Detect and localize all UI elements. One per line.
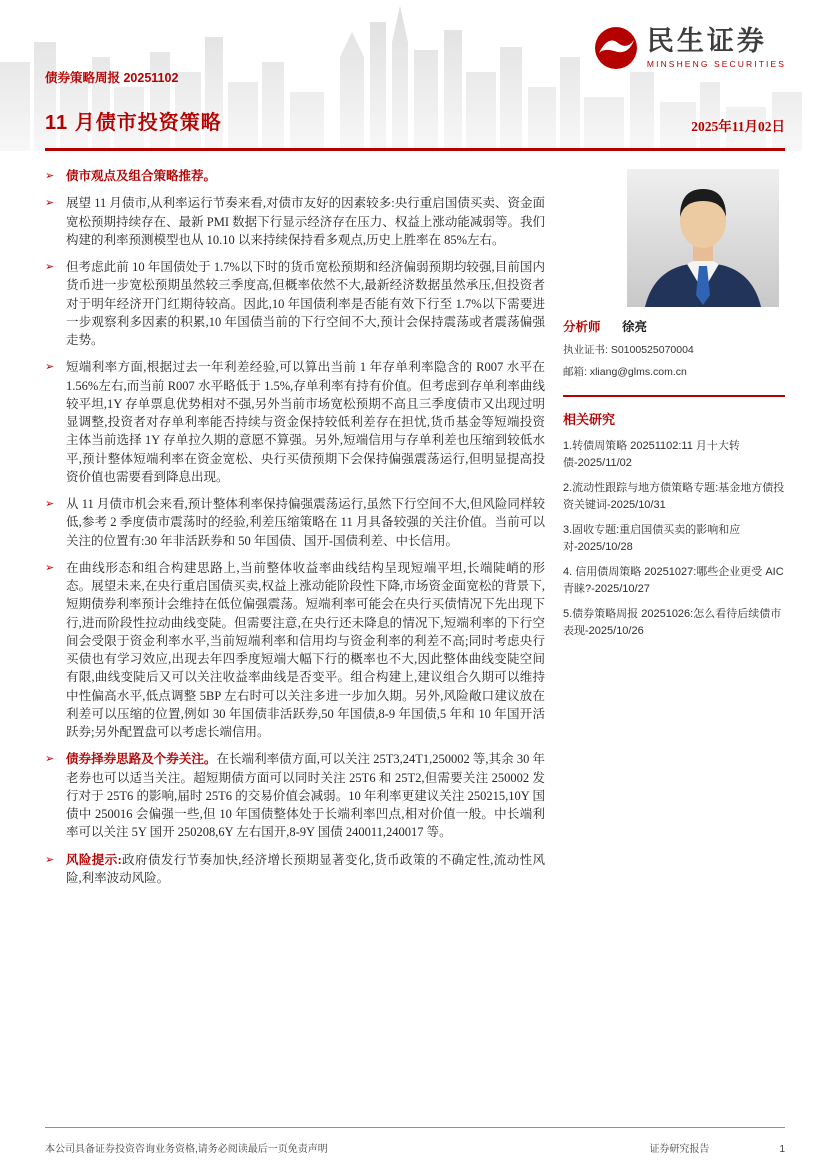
related-item: 1.转债周策略 20251102:11 月十大转债-2025/11/02 (563, 440, 740, 469)
arrow-bullet-icon: ➢ (45, 497, 55, 510)
related-item: 2.流动性跟踪与地方债策略专题:基金地方债投资关键词-2025/10/31 (563, 482, 785, 511)
paragraph (45, 194, 545, 249)
paragraph (45, 167, 545, 185)
report-header (0, 0, 826, 151)
brand-emblem-icon (594, 26, 638, 70)
page-title: 11 月债市投资策略 (45, 112, 222, 134)
report-body (0, 151, 826, 896)
footer-report-type: 证券研究报告 (649, 1144, 710, 1155)
paragraph-text: 风险提示:政府债发行节奏加快,经济增长预期显著变化,货币政策的不确定性,流动性风险,利率波动风险。 (66, 852, 545, 885)
related-research-list (563, 438, 785, 639)
email-label: 邮箱: (563, 366, 587, 378)
paragraph-lead: 债市观点及组合策略推荐。 (66, 169, 217, 183)
sidebar-divider (563, 395, 785, 397)
analyst-cert (563, 342, 785, 357)
paragraph-text: 但考虑此前 10 年国债处于 1.7%以下时的货币宽松预期和经济偏弱预期均较强,目前国内货币进一步宽松预期虽然较三季度高,但概率依然不大,最新经济数据虽然承压,但投资者对于明年经济开门红期待较高。因此,10 年国债利率是否能有效下行至 1.7%以下需要进一步观察利多因素的积累,10 年国债当前的下行空间不大,预计会保持震荡或者震荡偏强走势。 (66, 260, 545, 347)
paragraph (45, 358, 545, 486)
related-item: 5.债券策略周报 20251026:怎么看待后续债市表现-2025/10/26 (563, 608, 782, 637)
analyst-name: 徐亮 (622, 320, 648, 334)
cert-label: 执业证书: (563, 344, 608, 356)
paragraph-text: 债券择券思路及个券关注。在长端利率债方面,可以关注 25T3,24T1,250002 等,其余 30 年老券也可以适当关注。超短期债方面可以同时关注 25T6 和 25T2,但需要关注 250002 发行对于 25T6 的影响,届时 25T6 的交易价值会减弱。10 年利率更建议关注 250215,10Y 国债中 250016 会偏强一些,但 10 年国债整体处于长端利率凹点,相对价值一般。中长端利率可以关注 5Y 国开 250208,6Y 左右国开,8-9Y 国债 240011,240017 等。 (66, 752, 545, 840)
arrow-bullet-icon: ➢ (45, 169, 55, 182)
footer-disclaimer: 本公司具备证券投资咨询业务资格,请务必阅读最后一页免责声明 (45, 1144, 328, 1155)
page-number: 1 (779, 1144, 785, 1155)
paragraph (45, 495, 545, 550)
analyst-portrait-image (627, 169, 779, 307)
arrow-bullet-icon: ➢ (45, 752, 55, 766)
paragraph-text: 从 11 月债市机会来看,预计整体利率保持偏强震荡运行,虽然下行空间不大,但风险同样较低,参考 2 季度债市震荡时的经验,利差压缩策略在 11 月具备较强的关注价值。当前可以关注的位置有:30 年非活跃券和 50 年国债、国开-国债利差、中长信用。 (66, 497, 545, 548)
content-column (45, 167, 545, 896)
brand-name-cn: 民生证券 (646, 25, 767, 56)
paragraph (45, 750, 545, 841)
analyst-row (563, 317, 785, 335)
page-footer (0, 1127, 826, 1169)
related-item: 3.固收专题:重启国债买卖的影响和应对-2025/10/28 (563, 524, 741, 553)
paragraph-lead: 风险提示: (66, 852, 122, 867)
arrow-bullet-icon: ➢ (45, 360, 55, 374)
arrow-bullet-icon: ➢ (45, 260, 55, 273)
paragraph-lead: 债券择券思路及个券关注。 (66, 752, 217, 767)
analyst-photo (627, 169, 779, 307)
paragraph (45, 559, 545, 742)
sidebar (563, 167, 785, 896)
paragraph-text: 在曲线形态和组合构建思路上,当前整体收益率曲线结构呈现短端平坦,长端陡峭的形态。展望未来,在央行重启国债买卖,权益上涨动能阶段性下降,市场资金面宽松的背景下,短期债券利率预计会维持在低位偏强震荡。短端利率可能会在央行买债情况下先出现下行,进而阶段性拉动曲线变陡。但需要注意,在央行还未降息的情况下,短端利率的下行空间会受限于资金利率水平,当前短端利率和信用均与资金利率的利差不高;同时考虑央行买债也有学习效应,出现去年四季度短端大幅下行的概率也不大,因此整体曲线变陡空间有限,曲线变陡后又可以关注收益率曲线是否变平。组合构建上,建议组合久期可以维持中性偏高水平,低点调整 5BP 左右时可以关注多进一步加久期。另外,风险敞口建议放在利差可以压缩的位置,例如 30 年国债非活跃券,50 年国债,8-9 年国债,5 年和 10 年国开活跃券;另外配置盘可以考虑长端信用。 (66, 560, 545, 739)
analyst-section-label: 分析师 (563, 320, 601, 334)
report-date: 2025年11月02日 (691, 119, 785, 134)
brand-logo (594, 26, 786, 70)
paragraph (45, 851, 545, 888)
report-series-label: 债券策略周报 20251102 (45, 71, 179, 85)
arrow-bullet-icon: ➢ (45, 852, 55, 866)
paragraph-text: 短端利率方面,根据过去一年利差经验,可以算出当前 1 年存单利率隐含的 R007 水平在 1.56%左右,而当前 R007 水平略低于 1.5%,存单利率有持有价值。但考虑到存单利率曲线较平坦,1Y 存单票息优势相对不强,另外当前市场宽松预期不高且三季度债市又出现过明显调整,投资者对存单利率能否持续与资金保持较低利差存在担忧,货币基金等短端投资主体当前选择 1Y 存单拉久期的意愿不算强。另外,短端信用与存单利差也压缩到较低水平,预计整体短端利率在资金宽松、央行买债预期下会保持偏强震荡运行,但明显提高投资价值也需要看到降息出现。 (66, 360, 545, 484)
email-value: xliang@glms.com.cn (589, 366, 687, 378)
paragraph-text: 展望 11 月债市,从利率运行节奏来看,对债市友好的因素较多:央行重启国债买卖、资金面宽松预期持续存在、最新 PMI 数据下行显示经济存在压力、权益上涨动能减弱等。我们构建的利率预测模型也从 10.10 以来持续保持看多观点,历史上胜率在 85%左右。 (66, 196, 545, 247)
related-item: 4. 信用债周策略 20251027:哪些企业更受 AIC 青睐?-2025/10/27 (563, 566, 784, 595)
brand-name-en: MINSHENG SECURITIES (646, 58, 786, 69)
arrow-bullet-icon: ➢ (45, 196, 55, 210)
paragraph (45, 258, 545, 349)
footer-divider (45, 1127, 785, 1128)
header-divider (45, 148, 785, 151)
cert-value: S0100525070004 (610, 344, 694, 356)
analyst-email (563, 364, 785, 379)
paragraph-text (66, 167, 545, 185)
related-research-title: 相关研究 (563, 412, 616, 427)
arrow-bullet-icon: ➢ (45, 560, 55, 574)
title-row (45, 106, 785, 135)
